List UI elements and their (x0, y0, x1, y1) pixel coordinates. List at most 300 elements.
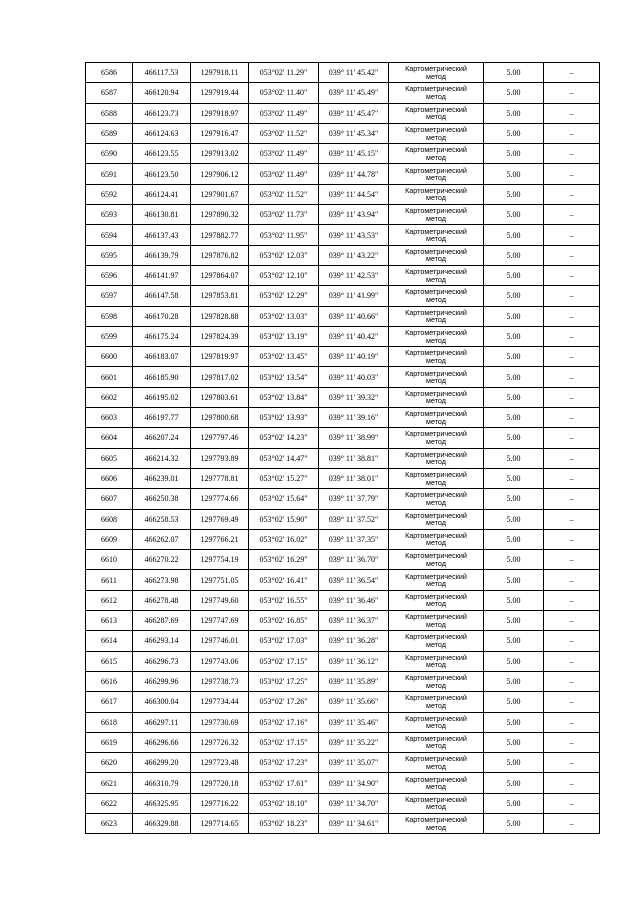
method-line-2: метод (426, 761, 446, 771)
accuracy-cell: 5.00 (484, 265, 544, 285)
method-cell (389, 184, 484, 204)
accuracy-cell: 5.00 (484, 611, 544, 631)
x-coordinate-cell: 466147.58 (133, 286, 191, 306)
point-number-cell: 6602 (86, 387, 133, 407)
note-cell: – (544, 408, 600, 428)
method-cell (389, 631, 484, 651)
longitude-cell: 039° 11' 40.19" (319, 347, 389, 367)
accuracy-cell: 5.00 (484, 773, 544, 793)
method-line-2: метод (426, 294, 446, 304)
y-coordinate-cell: 1297726.32 (191, 732, 249, 752)
table-row (86, 529, 600, 549)
y-coordinate-cell: 1297876.82 (191, 245, 249, 265)
note-cell: – (544, 590, 600, 610)
x-coordinate-cell: 466214.32 (133, 448, 191, 468)
note-cell: – (544, 570, 600, 590)
longitude-cell: 039° 11' 37.52" (319, 509, 389, 529)
note-cell: – (544, 692, 600, 712)
point-number-cell: 6609 (86, 529, 133, 549)
x-coordinate-cell: 466297.11 (133, 712, 191, 732)
x-coordinate-cell: 466300.04 (133, 692, 191, 712)
accuracy-cell: 5.00 (484, 367, 544, 387)
table-row (86, 692, 600, 712)
method-line-1: Картометрический (405, 409, 467, 419)
longitude-cell: 039° 11' 39.32" (319, 387, 389, 407)
x-coordinate-cell: 466329.88 (133, 813, 191, 833)
accuracy-cell: 5.00 (484, 550, 544, 570)
point-number-cell: 6591 (86, 164, 133, 184)
point-number-cell: 6605 (86, 448, 133, 468)
method-line-1: Картометрический (405, 246, 467, 256)
point-number-cell: 6613 (86, 611, 133, 631)
method-line-2: метод (426, 599, 446, 609)
note-cell: – (544, 184, 600, 204)
note-cell: – (544, 225, 600, 245)
table-row (86, 753, 600, 773)
y-coordinate-cell: 1297774.66 (191, 489, 249, 509)
latitude-cell: 053°02' 15.27" (249, 468, 319, 488)
longitude-cell: 039° 11' 36.54" (319, 570, 389, 590)
y-coordinate-cell: 1297913.02 (191, 144, 249, 164)
table-row (86, 347, 600, 367)
longitude-cell: 039° 11' 34.70" (319, 793, 389, 813)
y-coordinate-cell: 1297751.05 (191, 570, 249, 590)
point-number-cell: 6611 (86, 570, 133, 590)
method-line-2: метод (426, 660, 446, 670)
point-number-cell: 6592 (86, 184, 133, 204)
accuracy-cell: 5.00 (484, 732, 544, 752)
note-cell: – (544, 347, 600, 367)
accuracy-cell: 5.00 (484, 671, 544, 691)
x-coordinate-cell: 466299.96 (133, 671, 191, 691)
table-row (86, 773, 600, 793)
table-row (86, 63, 600, 83)
method-cell (389, 123, 484, 143)
x-coordinate-cell: 466139.79 (133, 245, 191, 265)
y-coordinate-cell: 1297918.97 (191, 103, 249, 123)
latitude-cell: 053°02' 14.23" (249, 428, 319, 448)
longitude-cell: 039° 11' 40.66" (319, 306, 389, 326)
longitude-cell: 039° 11' 45.47" (319, 103, 389, 123)
method-line-1: Картометрический (405, 165, 467, 175)
longitude-cell: 039° 11' 36.37" (319, 611, 389, 631)
table-row (86, 671, 600, 691)
point-number-cell: 6596 (86, 265, 133, 285)
note-cell: – (544, 63, 600, 83)
method-line-2: метод (426, 91, 446, 101)
table-row (86, 326, 600, 346)
method-cell (389, 144, 484, 164)
point-number-cell: 6600 (86, 347, 133, 367)
x-coordinate-cell: 466278.48 (133, 590, 191, 610)
table-row (86, 225, 600, 245)
accuracy-cell: 5.00 (484, 753, 544, 773)
method-line-2: метод (426, 274, 446, 284)
y-coordinate-cell: 1297906.12 (191, 164, 249, 184)
longitude-cell: 039° 11' 34.90" (319, 773, 389, 793)
point-number-cell: 6623 (86, 813, 133, 833)
y-coordinate-cell: 1297730.69 (191, 712, 249, 732)
longitude-cell: 039° 11' 36.28" (319, 631, 389, 651)
latitude-cell: 053°02' 17.16" (249, 712, 319, 732)
accuracy-cell: 5.00 (484, 164, 544, 184)
longitude-cell: 039° 11' 44.78" (319, 164, 389, 184)
method-line-2: метод (426, 112, 446, 122)
accuracy-cell: 5.00 (484, 793, 544, 813)
table-row (86, 205, 600, 225)
method-cell (389, 671, 484, 691)
note-cell: – (544, 387, 600, 407)
table-row (86, 712, 600, 732)
y-coordinate-cell: 1297734.44 (191, 692, 249, 712)
method-line-1: Картометрический (405, 774, 467, 784)
method-line-2: метод (426, 355, 446, 365)
method-line-2: метод (426, 639, 446, 649)
x-coordinate-cell: 466296.66 (133, 732, 191, 752)
note-cell: – (544, 144, 600, 164)
y-coordinate-cell: 1297797.46 (191, 428, 249, 448)
x-coordinate-cell: 466258.53 (133, 509, 191, 529)
accuracy-cell: 5.00 (484, 184, 544, 204)
method-line-1: Картометрический (405, 307, 467, 317)
point-number-cell: 6607 (86, 489, 133, 509)
latitude-cell: 053°02' 16.29" (249, 550, 319, 570)
longitude-cell: 039° 11' 45.15" (319, 144, 389, 164)
x-coordinate-cell: 466299.20 (133, 753, 191, 773)
latitude-cell: 053°02' 17.15" (249, 732, 319, 752)
latitude-cell: 053°02' 17.23" (249, 753, 319, 773)
x-coordinate-cell: 466141.97 (133, 265, 191, 285)
latitude-cell: 053°02' 13.93" (249, 408, 319, 428)
point-number-cell: 6619 (86, 732, 133, 752)
method-line-1: Картометрический (405, 125, 467, 135)
table-row (86, 164, 600, 184)
y-coordinate-cell: 1297754.19 (191, 550, 249, 570)
y-coordinate-cell: 1297824.39 (191, 326, 249, 346)
note-cell: – (544, 468, 600, 488)
latitude-cell: 053°02' 16.55" (249, 590, 319, 610)
method-line-1: Картометрический (405, 388, 467, 398)
accuracy-cell: 5.00 (484, 590, 544, 610)
point-number-cell: 6595 (86, 245, 133, 265)
note-cell: – (544, 286, 600, 306)
note-cell: – (544, 245, 600, 265)
method-line-2: метод (426, 335, 446, 345)
method-cell (389, 529, 484, 549)
x-coordinate-cell: 466325.95 (133, 793, 191, 813)
method-cell (389, 570, 484, 590)
latitude-cell: 053°02' 12.03" (249, 245, 319, 265)
latitude-cell: 053°02' 11.95" (249, 225, 319, 245)
note-cell: – (544, 712, 600, 732)
note-cell: – (544, 651, 600, 671)
method-line-1: Картометрический (405, 794, 467, 804)
y-coordinate-cell: 1297819.97 (191, 347, 249, 367)
latitude-cell: 053°02' 16.85" (249, 611, 319, 631)
note-cell: – (544, 428, 600, 448)
method-line-1: Картометрический (405, 490, 467, 500)
method-cell (389, 793, 484, 813)
note-cell: – (544, 529, 600, 549)
method-line-2: метод (426, 579, 446, 589)
latitude-cell: 053°02' 17.15" (249, 651, 319, 671)
table-row (86, 550, 600, 570)
y-coordinate-cell: 1297916.47 (191, 123, 249, 143)
accuracy-cell: 5.00 (484, 63, 544, 83)
method-line-2: метод (426, 416, 446, 426)
longitude-cell: 039° 11' 34.61" (319, 813, 389, 833)
note-cell: – (544, 205, 600, 225)
longitude-cell: 039° 11' 44.54" (319, 184, 389, 204)
table-row (86, 732, 600, 752)
method-line-2: метод (426, 376, 446, 386)
method-cell (389, 550, 484, 570)
method-line-2: метод (426, 213, 446, 223)
method-line-2: метод (426, 518, 446, 528)
method-cell (389, 103, 484, 123)
x-coordinate-cell: 466195.02 (133, 387, 191, 407)
table-row (86, 428, 600, 448)
longitude-cell: 039° 11' 35.46" (319, 712, 389, 732)
longitude-cell: 039° 11' 45.42" (319, 63, 389, 83)
y-coordinate-cell: 1297738.73 (191, 671, 249, 691)
method-line-1: Картометрический (405, 348, 467, 358)
latitude-cell: 053°02' 12.10" (249, 265, 319, 285)
method-line-1: Картометрический (405, 226, 467, 236)
method-line-2: метод (426, 619, 446, 629)
method-line-1: Картометрический (405, 815, 467, 825)
note-cell: – (544, 813, 600, 833)
longitude-cell: 039° 11' 35.07" (319, 753, 389, 773)
latitude-cell: 053°02' 18.23" (249, 813, 319, 833)
table-row (86, 448, 600, 468)
y-coordinate-cell: 1297743.06 (191, 651, 249, 671)
point-number-cell: 6608 (86, 509, 133, 529)
method-cell (389, 611, 484, 631)
point-number-cell: 6586 (86, 63, 133, 83)
method-line-2: метод (426, 315, 446, 325)
longitude-cell: 039° 11' 36.12" (319, 651, 389, 671)
table-row (86, 286, 600, 306)
x-coordinate-cell: 466273.98 (133, 570, 191, 590)
method-line-1: Картометрический (405, 470, 467, 480)
method-line-2: метод (426, 477, 446, 487)
point-number-cell: 6588 (86, 103, 133, 123)
y-coordinate-cell: 1297746.01 (191, 631, 249, 651)
point-number-cell: 6599 (86, 326, 133, 346)
accuracy-cell: 5.00 (484, 509, 544, 529)
note-cell: – (544, 164, 600, 184)
point-number-cell: 6598 (86, 306, 133, 326)
latitude-cell: 053°02' 13.19" (249, 326, 319, 346)
point-number-cell: 6603 (86, 408, 133, 428)
method-line-2: метод (426, 254, 446, 264)
method-line-2: метод (426, 173, 446, 183)
method-line-1: Картометрический (405, 328, 467, 337)
accuracy-cell: 5.00 (484, 651, 544, 671)
table-row (86, 590, 600, 610)
method-line-1: Картометрический (405, 267, 467, 277)
x-coordinate-cell: 466197.77 (133, 408, 191, 428)
point-number-cell: 6615 (86, 651, 133, 671)
accuracy-cell: 5.00 (484, 448, 544, 468)
point-number-cell: 6589 (86, 123, 133, 143)
method-line-1: Картометрический (405, 733, 467, 743)
latitude-cell: 053°02' 18.10" (249, 793, 319, 813)
method-cell (389, 225, 484, 245)
method-line-1: Картометрический (405, 206, 467, 216)
longitude-cell: 039° 11' 37.35" (319, 529, 389, 549)
longitude-cell: 039° 11' 38.01" (319, 468, 389, 488)
coordinates-table-body (86, 63, 600, 834)
method-line-1: Картометрический (405, 571, 467, 581)
method-line-2: метод (426, 782, 446, 792)
method-cell (389, 306, 484, 326)
method-cell (389, 245, 484, 265)
x-coordinate-cell: 466310.79 (133, 773, 191, 793)
method-line-1: Картометрический (405, 64, 467, 74)
point-number-cell: 6590 (86, 144, 133, 164)
table-row (86, 184, 600, 204)
method-cell (389, 753, 484, 773)
accuracy-cell: 5.00 (484, 489, 544, 509)
accuracy-cell: 5.00 (484, 631, 544, 651)
accuracy-cell: 5.00 (484, 813, 544, 833)
y-coordinate-cell: 1297919.44 (191, 83, 249, 103)
method-line-1: Картометрический (405, 612, 467, 622)
note-cell: – (544, 611, 600, 631)
table-row (86, 509, 600, 529)
y-coordinate-cell: 1297882.77 (191, 225, 249, 245)
latitude-cell: 053°02' 11.29" (249, 63, 319, 83)
method-line-2: метод (426, 497, 446, 507)
method-cell (389, 651, 484, 671)
note-cell: – (544, 103, 600, 123)
latitude-cell: 053°02' 15.64" (249, 489, 319, 509)
method-line-2: метод (426, 538, 446, 548)
point-number-cell: 6618 (86, 712, 133, 732)
x-coordinate-cell: 466124.63 (133, 123, 191, 143)
x-coordinate-cell: 466123.73 (133, 103, 191, 123)
latitude-cell: 053°02' 17.26" (249, 692, 319, 712)
method-line-1: Картометрический (405, 84, 467, 94)
latitude-cell: 053°02' 11.49" (249, 144, 319, 164)
point-number-cell: 6601 (86, 367, 133, 387)
method-line-1: Картометрический (405, 591, 467, 601)
x-coordinate-cell: 466183.07 (133, 347, 191, 367)
y-coordinate-cell: 1297853.81 (191, 286, 249, 306)
method-cell (389, 712, 484, 732)
table-row (86, 144, 600, 164)
accuracy-cell: 5.00 (484, 245, 544, 265)
method-cell (389, 813, 484, 833)
longitude-cell: 039° 11' 40.03" (319, 367, 389, 387)
longitude-cell: 039° 11' 43.94" (319, 205, 389, 225)
latitude-cell: 053°02' 11.40" (249, 83, 319, 103)
longitude-cell: 039° 11' 38.99" (319, 428, 389, 448)
note-cell: – (544, 367, 600, 387)
note-cell: – (544, 671, 600, 691)
method-cell (389, 732, 484, 752)
method-line-2: метод (426, 558, 446, 568)
method-line-1: Картометрический (405, 185, 467, 195)
method-cell (389, 773, 484, 793)
method-line-2: метод (426, 721, 446, 731)
y-coordinate-cell: 1297747.69 (191, 611, 249, 631)
note-cell: – (544, 753, 600, 773)
method-line-2: метод (426, 152, 446, 162)
note-cell: – (544, 306, 600, 326)
y-coordinate-cell: 1297723.48 (191, 753, 249, 773)
latitude-cell: 053°02' 16.41" (249, 570, 319, 590)
point-number-cell: 6606 (86, 468, 133, 488)
longitude-cell: 039° 11' 35.66" (319, 692, 389, 712)
x-coordinate-cell: 466296.73 (133, 651, 191, 671)
method-line-2: метод (426, 700, 446, 710)
table-row (86, 468, 600, 488)
accuracy-cell: 5.00 (484, 326, 544, 346)
table-row (86, 408, 600, 428)
note-cell: – (544, 265, 600, 285)
point-number-cell: 6622 (86, 793, 133, 813)
method-line-1: Картометрический (405, 104, 467, 114)
x-coordinate-cell: 466270.22 (133, 550, 191, 570)
y-coordinate-cell: 1297864.07 (191, 265, 249, 285)
x-coordinate-cell: 466262.07 (133, 529, 191, 549)
y-coordinate-cell: 1297720.18 (191, 773, 249, 793)
method-line-2: метод (426, 436, 446, 446)
table-row (86, 265, 600, 285)
longitude-cell: 039° 11' 38.81" (319, 448, 389, 468)
table-row (86, 245, 600, 265)
method-cell (389, 83, 484, 103)
y-coordinate-cell: 1297817.02 (191, 367, 249, 387)
x-coordinate-cell: 466123.50 (133, 164, 191, 184)
method-cell (389, 367, 484, 387)
method-line-1: Картометрический (405, 145, 467, 155)
note-cell: – (544, 448, 600, 468)
y-coordinate-cell: 1297769.49 (191, 509, 249, 529)
accuracy-cell: 5.00 (484, 144, 544, 164)
latitude-cell: 053°02' 11.52" (249, 123, 319, 143)
method-cell (389, 265, 484, 285)
latitude-cell: 053°02' 17.61" (249, 773, 319, 793)
table-row (86, 570, 600, 590)
accuracy-cell: 5.00 (484, 692, 544, 712)
method-cell (389, 164, 484, 184)
note-cell: – (544, 509, 600, 529)
point-number-cell: 6597 (86, 286, 133, 306)
latitude-cell: 053°02' 11.49" (249, 103, 319, 123)
method-cell (389, 205, 484, 225)
longitude-cell: 039° 11' 37.79" (319, 489, 389, 509)
point-number-cell: 6617 (86, 692, 133, 712)
accuracy-cell: 5.00 (484, 387, 544, 407)
y-coordinate-cell: 1297793.89 (191, 448, 249, 468)
method-cell (389, 326, 484, 346)
longitude-cell: 039° 11' 40.42" (319, 326, 389, 346)
method-line-1: Картометрический (405, 368, 467, 378)
y-coordinate-cell: 1297766.21 (191, 529, 249, 549)
accuracy-cell: 5.00 (484, 83, 544, 103)
x-coordinate-cell: 466124.41 (133, 184, 191, 204)
point-number-cell: 6614 (86, 631, 133, 651)
table-row (86, 611, 600, 631)
table-row (86, 367, 600, 387)
accuracy-cell: 5.00 (484, 306, 544, 326)
latitude-cell: 053°02' 13.45" (249, 347, 319, 367)
accuracy-cell: 5.00 (484, 123, 544, 143)
